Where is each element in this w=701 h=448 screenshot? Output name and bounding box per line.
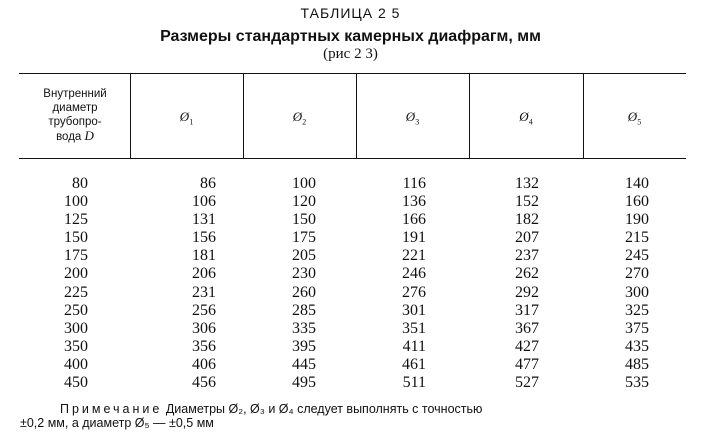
table-cell: 335	[292, 319, 316, 337]
table-cell: 237	[515, 247, 539, 265]
header-d4: $Ø_4$	[519, 109, 533, 127]
table-cell: 461	[402, 355, 426, 373]
table-cell: 456	[192, 374, 216, 392]
header-d2: $Ø_2$	[292, 109, 307, 127]
table-cell: 136	[402, 193, 426, 211]
table-cell: 375	[625, 319, 649, 337]
table-footnote	[20, 402, 695, 430]
column-d2	[270, 175, 316, 392]
table-cell: 260	[292, 283, 316, 301]
table-cell: 131	[192, 211, 216, 229]
table-cell: 325	[625, 301, 649, 319]
table-cell: 207	[515, 229, 539, 247]
table-cell: 125	[64, 211, 88, 229]
table-caption: ТАБЛИЦА 2 5	[300, 5, 401, 21]
table-cell: 351	[402, 319, 426, 337]
table-cell: 527	[515, 374, 539, 392]
table-cell: 285	[292, 301, 316, 319]
table-top-rule	[19, 73, 686, 74]
table-cell: 276	[402, 283, 426, 301]
table-cell: 190	[625, 211, 649, 229]
table-cell: 152	[515, 193, 539, 211]
table-cell: 160	[625, 193, 649, 211]
table-cell: 445	[292, 355, 316, 373]
table-cell: 435	[625, 337, 649, 355]
table-cell: 300	[625, 283, 649, 301]
table-cell: 200	[64, 265, 88, 283]
table-cell: 477	[515, 355, 539, 373]
table-cell: 292	[515, 283, 539, 301]
table-cell: 256	[192, 301, 216, 319]
table-cell: 350	[64, 337, 88, 355]
table-cell: 250	[64, 301, 88, 319]
table-cell: 535	[625, 374, 649, 392]
header-bottom-rule	[19, 158, 686, 159]
table-cell: 116	[402, 175, 426, 192]
table-cell: 231	[192, 283, 216, 301]
table-cell: 406	[192, 355, 216, 373]
table-title: Размеры стандартных камерных диафрагм, мм	[160, 28, 541, 45]
table-cell: 106	[192, 193, 216, 211]
note-text-line2: ±0,2 мм, а диаметр Ø₅ — ±0,5 мм	[20, 416, 214, 430]
header-inner-diameter: Внутренний диаметр трубопро- вода D	[43, 88, 107, 143]
table-cell: 205	[292, 247, 316, 265]
table-cell: 246	[402, 265, 426, 283]
table-cell: 221	[402, 247, 426, 265]
table-cell: 450	[64, 374, 88, 392]
table-cell: 262	[515, 265, 539, 283]
table-cell: 485	[625, 355, 649, 373]
table-cell: 132	[515, 175, 539, 192]
table-cell: 511	[402, 374, 426, 392]
column-d5	[603, 175, 649, 392]
table-cell: 150	[64, 229, 88, 247]
table-cell: 181	[192, 247, 216, 265]
column-d1	[170, 175, 216, 392]
table-cell: 427	[515, 337, 539, 355]
table-cell: 175	[292, 229, 316, 247]
table-cell: 395	[292, 337, 316, 355]
table-cell: 400	[64, 355, 88, 373]
table-cell: 306	[192, 319, 216, 337]
column-d3	[380, 175, 426, 392]
note-text-line1: Диаметры Ø₂, Ø₃ и Ø₄ следует выполнять с точностью	[165, 402, 483, 416]
table-cell: 156	[192, 229, 216, 247]
header-d3: $Ø_3$	[405, 109, 420, 127]
table-cell: 100	[292, 175, 316, 192]
note-label: Примечание	[60, 402, 163, 416]
column-inner-diameter	[40, 175, 88, 392]
table-cell: 175	[64, 247, 88, 265]
table-cell: 140	[625, 175, 649, 192]
table-cell: 356	[192, 337, 216, 355]
table-cell: 270	[625, 265, 649, 283]
header-d5: $Ø_5$	[627, 109, 642, 127]
table-cell: 166	[402, 211, 426, 229]
table-cell: 301	[402, 301, 426, 319]
table-cell: 206	[192, 265, 216, 283]
table-cell: 225	[64, 283, 88, 301]
table-cell: 182	[515, 211, 539, 229]
table-cell: 100	[64, 193, 88, 211]
table-cell: 317	[515, 301, 539, 319]
table-cell: 191	[402, 229, 426, 247]
table-cell: 120	[292, 193, 316, 211]
table-cell: 230	[292, 265, 316, 283]
table-cell: 300	[64, 319, 88, 337]
table-cell: 411	[402, 337, 426, 355]
table-cell: 367	[515, 319, 539, 337]
figure-reference: (рис 2 3)	[323, 46, 378, 62]
table-cell: 150	[292, 211, 316, 229]
table-cell: 245	[625, 247, 649, 265]
header-d1: $Ø_1$	[179, 109, 194, 127]
table-cell: 215	[625, 229, 649, 247]
table-cell: 80	[72, 175, 88, 192]
table-cell: 495	[292, 374, 316, 392]
table-cell: 86	[200, 175, 216, 192]
column-d4	[493, 175, 539, 392]
